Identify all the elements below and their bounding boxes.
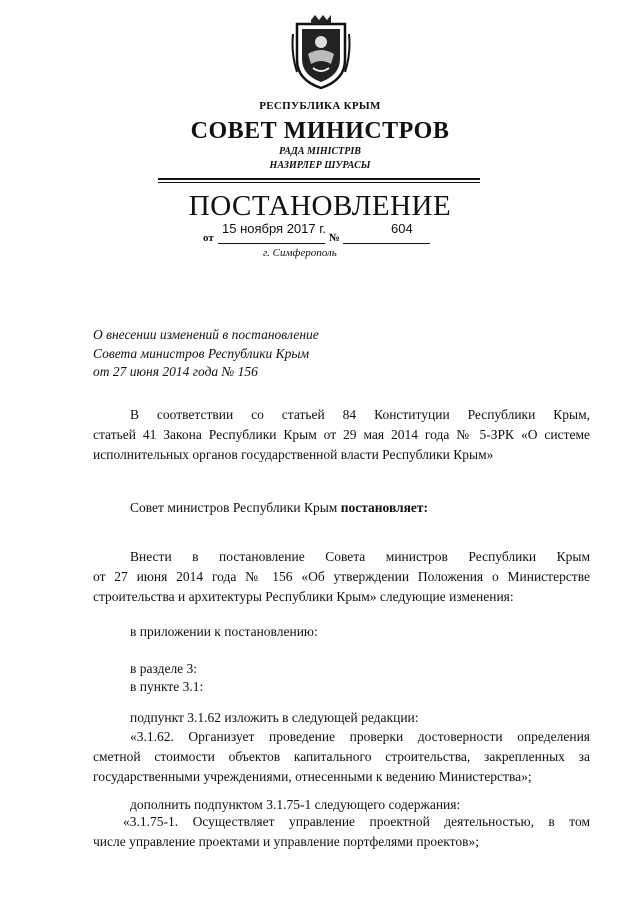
paragraph-line: исполнительных органов государственной власти Республики Крым»	[93, 447, 494, 462]
subject-line: Совета министров Республики Крым	[93, 345, 310, 361]
header-divider-thin	[158, 182, 480, 183]
decree-title: ПОСТАНОВЛЕНИЕ	[188, 190, 452, 222]
paragraph-line: В соответствии со статьей 84 Конституции Республики Крым,	[130, 407, 590, 422]
subitem-3162-line: подпункт 3.1.62 изложить в следующей редакции:	[130, 710, 419, 725]
number-underline	[343, 243, 430, 244]
date-prefix: от	[203, 232, 214, 244]
item-line: в пункте 3.1:	[130, 679, 204, 694]
quote-31751	[93, 812, 590, 852]
council-name-crimean-tatar: НАЗИРЛЕР ШУРАСЫ	[269, 160, 371, 171]
quote-line: «3.1.62. Организует проведение проверки достоверности определения	[130, 729, 590, 744]
decree-subject	[93, 326, 319, 382]
quote-line: числе управление проектами и управление портфелями проектов»;	[93, 834, 479, 849]
date-underline	[218, 243, 325, 244]
resolves-text: Совет министров Республики Крым	[130, 500, 341, 515]
resolves-bold: постановляет:	[340, 500, 429, 515]
quote-line: «3.1.75-1. Осуществляет управление проектной деятельностью, в том	[123, 814, 590, 829]
quote-3162	[93, 727, 590, 787]
council-name-ukrainian: РАДА МIНIСТРIВ	[279, 146, 361, 157]
quote-line: сметной стоимости объектов капитального строительства, закрепленных за	[93, 749, 590, 764]
header-divider-thick	[158, 178, 480, 180]
decree-number: 604	[391, 221, 413, 236]
city: г. Симферополь	[263, 247, 337, 259]
council-name: СОВЕТ МИНИСТРОВ	[190, 118, 450, 144]
paragraph-line: строительства и архитектуры Республики Крым» следующие изменения:	[93, 589, 514, 604]
main-paragraph	[93, 547, 590, 607]
paragraph-line: Внести в постановление Совета министров Республики Крым	[130, 549, 590, 564]
paragraph-line: статьей 41 Закона Республики Крым от 29 мая 2014 года № 5-ЗРК «О системе	[93, 427, 590, 442]
paragraph-line: от 27 июня 2014 года № 156 «Об утверждении Положения о Министерстве	[93, 569, 590, 584]
add-subitem-line: дополнить подпунктом 3.1.75-1 следующего содержания:	[130, 797, 461, 812]
legal-basis-paragraph	[93, 405, 590, 465]
republic-name: РЕСПУБЛИКА КРЫМ	[259, 100, 381, 112]
coat-of-arms-emblem	[291, 14, 351, 90]
resolves-line	[130, 498, 428, 518]
subject-line: О внесении изменений в постановление	[93, 327, 319, 342]
number-prefix: №	[329, 232, 341, 244]
decree-date: 15 ноября 2017 г.	[222, 221, 326, 236]
section-line: в разделе 3:	[130, 661, 198, 676]
appendix-line: в приложении к постановлению:	[130, 624, 318, 639]
subject-line: от 27 июня 2014 года № 156	[93, 364, 258, 379]
quote-line: государственными учреждениями, отнесенными к ведению Министерства»;	[93, 769, 532, 784]
